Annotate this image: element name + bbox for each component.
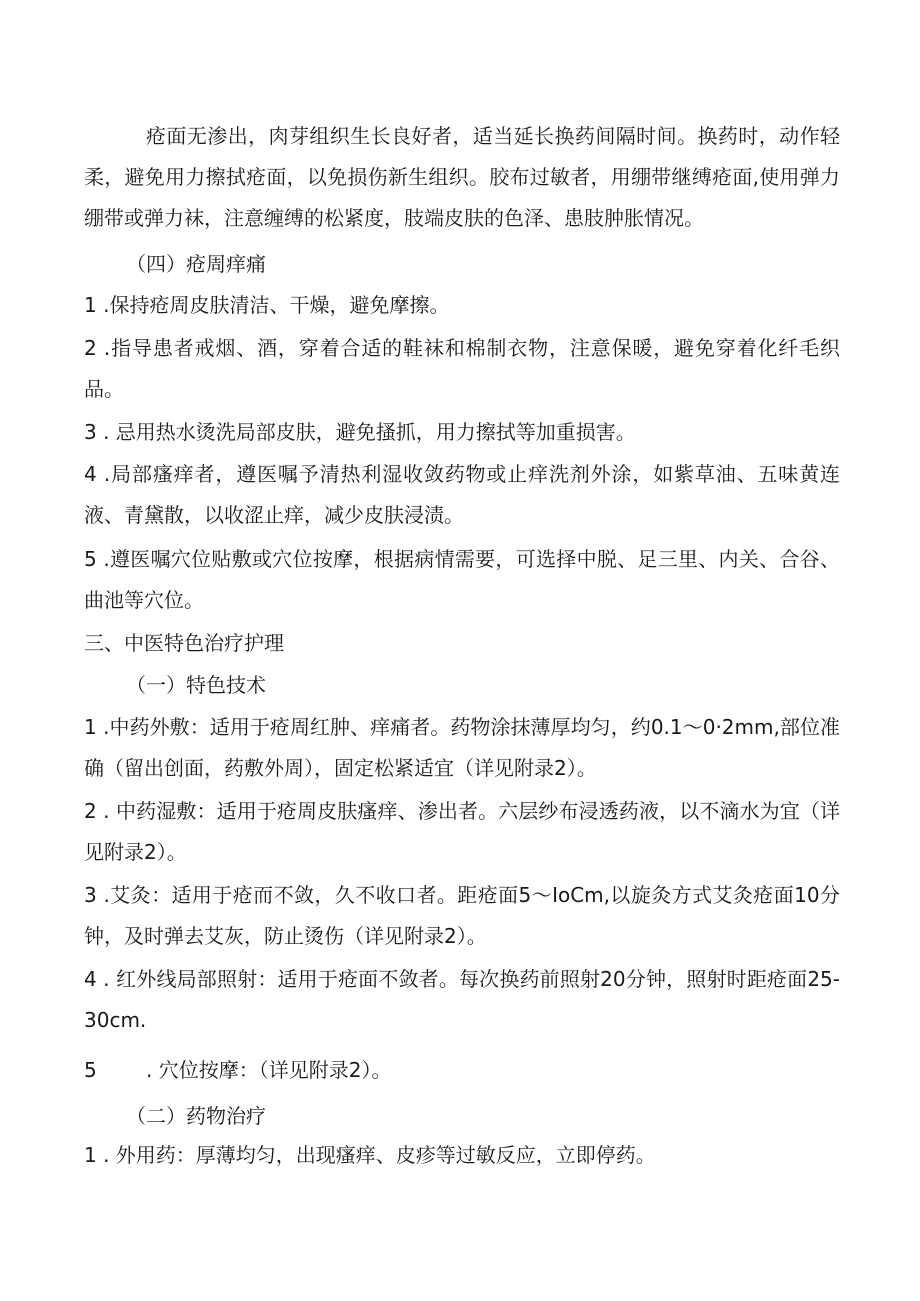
heading-special-tech: （一）特色技术 [126,673,266,697]
tech-item-5-number: 5 [84,1058,97,1082]
tech-item-4: 4 . 红外线局部照射：适用于疮面不敛者。每次换药前照射20分钟，照射时距疮面25-30cm. [84,967,840,1032]
list-item-4-1: 1 .保持疮周皮肤清洁、干燥，避免摩擦。 [84,293,450,317]
tech-item-1: 1 .中药外敷：适用于疮周红肿、痒痛者。药物涂抹薄厚均匀，约0.1〜0·2mm,部位准确（留出创面，药敷外周），固定松紧适宜（详见附录2）。 [84,715,840,780]
tech-item-3: 3 .艾灸：适用于疮而不敛，久不收口者。距疮面5〜IoCm,以旋灸方式艾灸疮面10分钟，及时弹去艾灰，防止烫伤（详见附录2）。 [84,883,840,948]
paragraph-wound-care: 疮面无渗出，肉芽组织生长良好者，适当延长换药间隔时间。换药时，动作轻柔，避免用力擦拭疮面，以免损伤新生组织。胶布过敏者，用绷带继缚疮面,使用弹力绷带或弹力袜，注意缠缚的松紧度，肢端皮肤的色泽、患肢肿胀情况。 [84,124,840,230]
tech-item-5-text: . 穴位按摩：（详见附录2）。 [146,1058,392,1082]
list-item-4-5: 5 .遵医嘱穴位贴敷或穴位按摩，根据病情需要，可选择中脱、足三里、内关、合谷、曲池等穴位。 [84,547,840,612]
list-item-4-4: 4 .局部瘙痒者，遵医嘱予清热利湿收敛药物或止痒洗剂外涂，如紫草油、五味黄连液、青黛散，以收涩止痒，减少皮肤浸渍。 [84,462,840,527]
heading-drug-therapy: （二）药物治疗 [126,1104,266,1128]
tech-item-5 [84,1050,840,1091]
drug-item-1: 1 . 外用药：厚薄均匀，出现瘙痒、皮疹等过敏反应，立即停药。 [84,1143,656,1167]
tech-item-2: 2 . 中药湿敷：适用于疮周皮肤瘙痒、渗出者。六层纱布浸透药液，以不滴水为宜（详见附录2）。 [84,799,840,864]
list-item-4-3: 3 . 忌用热水烫洗局部皮肤，避免搔抓，用力擦拭等加重损害。 [84,420,636,444]
list-item-4-2: 2 .指导患者戒烟、酒，穿着合适的鞋袜和棉制衣物，注意保暖，避免穿着化纤毛织品。 [84,336,840,401]
section-heading-tcm: 三、中医特色治疗护理 [84,631,284,655]
heading-wound-itch: （四）疮周痒痛 [126,252,266,276]
